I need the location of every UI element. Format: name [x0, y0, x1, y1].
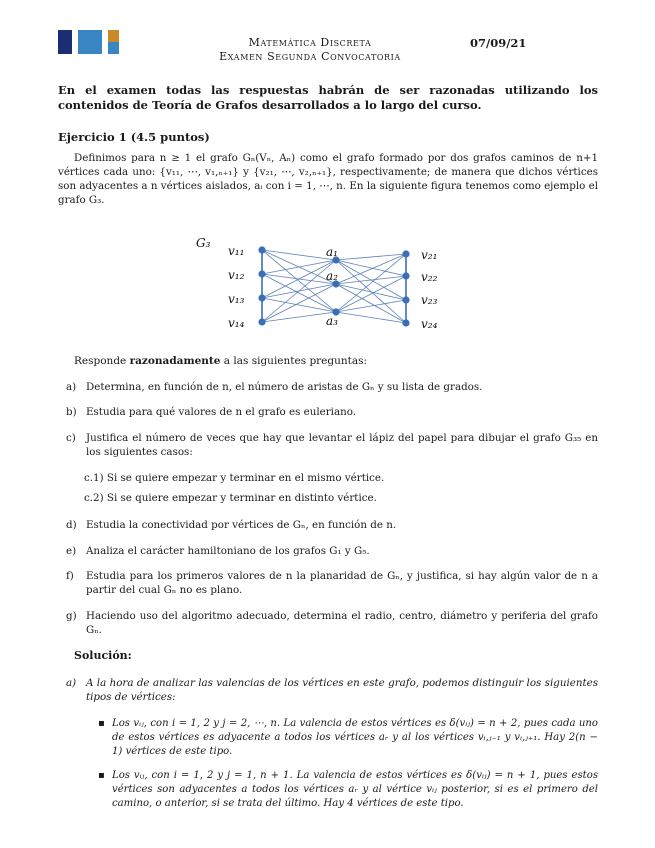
question-d-text: Estudia la conectividad por vértices de Gₙ, en función de n. [86, 519, 397, 531]
question-c [66, 431, 598, 459]
vertex-v23 [402, 296, 409, 303]
edge-a2-v23 [336, 284, 406, 300]
question-g-text: Haciendo uso del algoritmo adecuado, determina el radio, centro, diámetro y periferia del grafo Gₙ. [86, 610, 598, 636]
question-e-label: e) [66, 545, 77, 557]
question-f [66, 569, 598, 597]
vertex-v11 [258, 246, 265, 253]
question-b [66, 405, 598, 419]
solution-a [66, 676, 598, 704]
solution-a-label: a) [66, 677, 77, 689]
prompt [74, 355, 367, 367]
label-v14: v₁₄ [228, 316, 245, 330]
edge-a3-v12 [262, 274, 336, 312]
label-v21: v₂₁ [421, 248, 438, 262]
question-e [66, 544, 598, 558]
exercise-title: Ejercicio 1 (4.5 puntos) [58, 130, 210, 144]
subquestion-c1-text: Si se quiere empezar y terminar en el mismo vértice. [106, 472, 385, 484]
question-a-label: a) [66, 381, 77, 393]
question-f-text: Estudia para los primeros valores de n la planaridad de Gₙ, y justifica, si hay algún valor de n a partir del cual Gₙ no es plano. [86, 570, 598, 596]
solution-a-text: A la hora de analizar las valencias de los vértices en este grafo, podemos distinguir los siguientes tipos de vértices: [86, 677, 598, 703]
edge-a1-v21 [336, 254, 406, 260]
label-v12: v₁₂ [228, 268, 245, 282]
question-c-label: c) [66, 432, 76, 444]
question-d [66, 518, 598, 532]
question-c-text: Justifica el número de veces que hay que levantar el lápiz del papel para dibujar el grafo G₃₅ en los siguientes casos: [86, 432, 598, 458]
vertex-v21 [402, 250, 409, 257]
label-v13: v₁₃ [228, 292, 245, 306]
question-g [66, 609, 598, 637]
graph-label: G₃ [196, 236, 211, 250]
label-a3: a₃ [326, 314, 338, 328]
question-e-text: Analiza el carácter hamiltoniano de los grafos G₁ y G₅. [86, 545, 370, 557]
vertex-v14 [258, 318, 265, 325]
subquestion-c2-text: Si se quiere empezar y terminar en distinto vértice. [106, 492, 377, 504]
edge-a3-v23 [336, 300, 406, 312]
question-d-label: d) [66, 519, 77, 531]
label-v22: v₂₂ [421, 270, 438, 284]
edge-a3-v13 [262, 298, 336, 312]
question-g-label: g) [66, 610, 77, 622]
exam-date: 07/09/21 [470, 36, 527, 50]
label-v24: v₂₄ [421, 317, 438, 331]
solution-title: Solución: [74, 649, 132, 662]
subquestion-c1-label: c.1) [84, 472, 104, 484]
vertex-v24 [402, 319, 409, 326]
prompt-bold: razonadamente [129, 355, 221, 367]
question-a [66, 380, 598, 394]
graph-g3-svg [190, 232, 470, 334]
vertex-v12 [258, 270, 265, 277]
vertex-v22 [402, 272, 409, 279]
exam-name: Examen Segunda Convocatoria [219, 50, 401, 63]
question-b-text: Estudia para qué valores de n el grafo es euleriano. [86, 406, 357, 418]
course-name: Matemática Discreta [248, 36, 372, 49]
exercise-definition: Definimos para n ≥ 1 el grafo Gₙ(Vₙ, Aₙ) como el grafo formado por dos grafos caminos de n+1 vértices cada uno: {v₁₁, ⋯, v₁,ₙ₊₁} y {v₂₁, ⋯, v₂,ₙ₊₁}, respectivamente; de manera que dichos vértices son adyacentes a n vértices aislados, aᵢ con i = 1, ⋯, n. En la siguiente figura tenemos como ejemplo el grafo G₃. [58, 152, 598, 206]
subquestion-c2-label: c.2) [84, 492, 104, 504]
label-a1: a₁ [326, 245, 338, 259]
question-a-text: Determina, en función de n, el número de aristas de Gₙ y su lista de grados. [86, 381, 483, 393]
solution-bullet-2: ▪ Los vᵢⱼ, con i = 1, 2 y j = 1, n + 1. La valencia de estos vértices es δ(vᵢⱼ) = n + 1, pues estos vértices son adyacentes a todos los vértices aᵣ y al vértice vᵢⱼ posterior, si es el primero del camino, o anterior, si se trata del último. Hay 4 vértices de este tipo. [112, 769, 598, 811]
subquestion-c2 [84, 492, 377, 504]
label-v11: v₁₁ [228, 244, 245, 258]
question-f-label: f) [66, 570, 74, 582]
question-b-label: b) [66, 406, 77, 418]
label-v23: v₂₃ [421, 293, 438, 307]
intro-text: En el examen todas las respuestas habrán de ser razonadas utilizando los contenidos de Teoría de Grafos desarrollados a lo largo del curso. [58, 83, 598, 112]
edge-a2-v13 [262, 284, 336, 298]
label-a2: a₂ [326, 269, 338, 283]
graph-figure [190, 232, 470, 334]
prompt-suffix: a las siguientes preguntas: [220, 355, 368, 367]
prompt-prefix: Responde [74, 355, 130, 367]
solution-bullet-1: ▪ Los vᵢⱼ, con i = 1, 2 y j = 2, ⋯, n. La valencia de estos vértices es δ(vᵢⱼ) = n + 2, pues cada uno de estos vértices es adyacente a todos los vértices aᵣ y al los vértices vᵢ,ⱼ₋₁ y vᵢ,ⱼ₊₁. Hay 2(n − 1) vértices de este tipo. [112, 717, 598, 759]
header-title [200, 36, 420, 64]
subquestion-c1 [84, 472, 384, 484]
vertex-v13 [258, 294, 265, 301]
edge-a3-v14 [262, 312, 336, 322]
